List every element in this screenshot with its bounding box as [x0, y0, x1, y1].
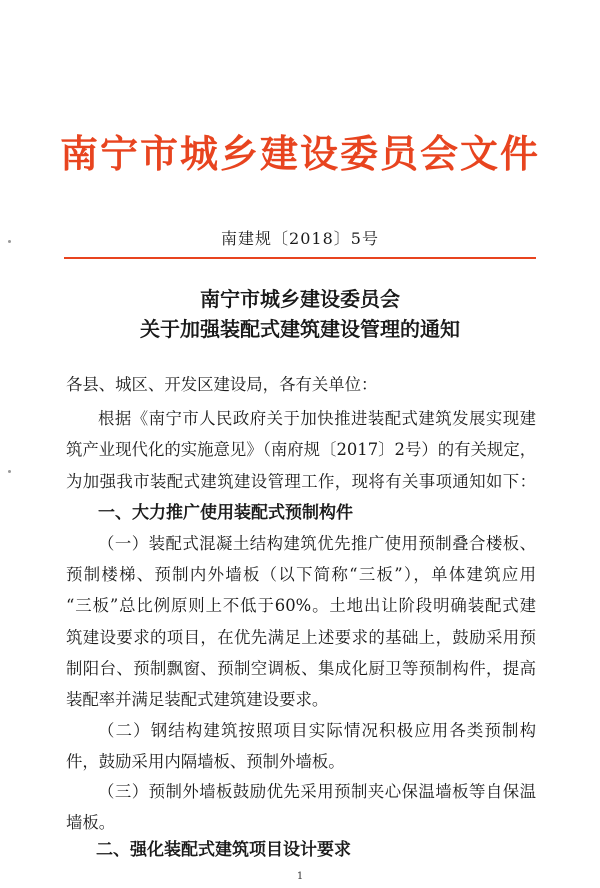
red-divider-line	[64, 257, 536, 259]
scan-speck	[8, 470, 11, 473]
paragraph-line: 筑建设要求的项目，在优先满足上述要求的基础上，鼓励采用预	[66, 628, 536, 647]
section-heading-1: 一、大力推广使用装配式预制构件	[98, 503, 353, 523]
scan-speck	[8, 240, 11, 243]
paragraph-line: 制阳台、预制飘窗、预制空调板、集成化厨卫等预制构件，提高	[66, 659, 536, 678]
page-number: 1	[296, 871, 304, 882]
paragraph-line: 件，鼓励采用内隔墙板、预制外墙板。	[66, 752, 345, 771]
notice-title-line-1: 南宁市城乡建设委员会	[200, 287, 400, 311]
paragraph-line: 墙板。	[66, 813, 116, 832]
section-heading-2: 二、强化装配式建筑项目设计要求	[96, 840, 351, 860]
paragraph-line: “三板”总比例原则上不低于60%。土地出让阶段明确装配式建	[66, 596, 536, 615]
paragraph-line: （三）预制外墙板鼓励优先采用预制夹心保温墙板等自保温	[98, 782, 536, 801]
issuer-banner: 南宁市城乡建设委员会文件	[59, 131, 540, 176]
paragraph-line: 筑产业现代化的实施意见》（南府规〔2017〕2号）的有关规定，	[66, 440, 537, 459]
paragraph-line: （一）装配式混凝土结构建筑优先推广使用预制叠合楼板、	[98, 534, 536, 553]
paragraph-line: （二）钢结构建筑按照项目实际情况积极应用各类预制构	[98, 721, 536, 740]
paragraph-line: 装配率并满足装配式建筑建设要求。	[66, 690, 329, 709]
document-number: 南建规〔2018〕5号	[221, 229, 379, 248]
paragraph-line: 为加强我市装配式建筑建设管理工作，现将有关事项通知如下：	[66, 472, 536, 491]
salutation: 各县、城区、开发区建设局，各有关单位：	[66, 375, 378, 394]
notice-title-line-2: 关于加强装配式建筑建设管理的通知	[140, 317, 460, 341]
paragraph-line: 预制楼梯、预制内外墙板（以下简称“三板”），单体建筑应用	[66, 565, 536, 584]
paragraph-line: 根据《南宁市人民政府关于加快推进装配式建筑发展实现建	[98, 409, 536, 428]
